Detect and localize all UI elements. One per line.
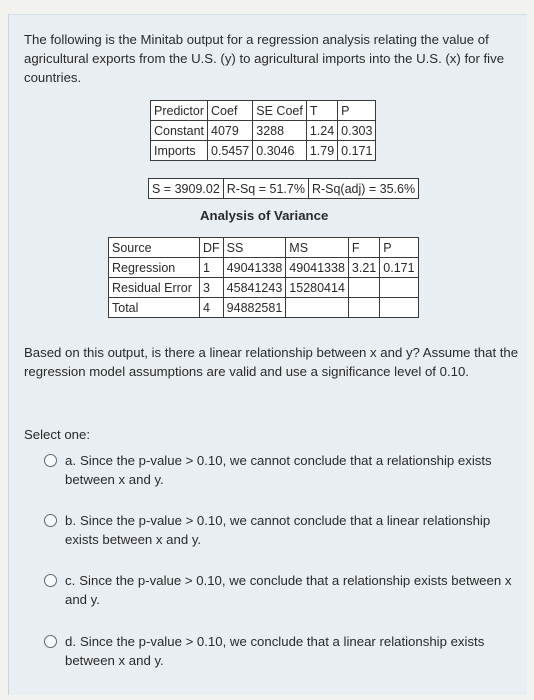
option-text: Since the p-value > 0.10, we conclude that a linear relationship exists between x and y. (65, 634, 485, 668)
option-text: Since the p-value > 0.10, we cannot conclude that a relationship exists between x and y. (65, 453, 492, 487)
table-row (109, 298, 419, 318)
table-header-cell: SS (223, 238, 286, 258)
table-cell: 4 (200, 298, 224, 318)
table-header-cell: DF (200, 238, 224, 258)
question-text: Based on this output, is there a linear relationship between x and y? Assume that the regression model assumptions are valid and use a significance level of 0.10. (24, 345, 519, 379)
table-cell: R-Sq = 51.7% (223, 179, 308, 199)
radio-button[interactable] (44, 574, 57, 587)
radio-button[interactable] (44, 454, 57, 467)
answer-option-d[interactable] (44, 632, 524, 670)
table-cell: 49041338 (286, 258, 349, 278)
table-cell (286, 298, 349, 318)
anova-table (108, 237, 419, 318)
table-cell: S = 3909.02 (149, 179, 224, 199)
table-cell: 1.24 (306, 121, 337, 141)
table-row (109, 258, 419, 278)
table-cell: 0.171 (338, 141, 376, 161)
table-cell: 1.79 (306, 141, 337, 161)
table-header-cell: P (338, 101, 376, 121)
select-one-label: Select one: (24, 427, 90, 442)
table-header-cell: F (348, 238, 379, 258)
table-cell: 4079 (208, 121, 253, 141)
table-cell (380, 278, 418, 298)
table-header-row (109, 238, 419, 258)
radio-button[interactable] (44, 635, 57, 648)
table-cell: 0.3046 (253, 141, 307, 161)
table-header-row (151, 101, 376, 121)
predictor-table (150, 100, 376, 161)
table-cell: 0.171 (380, 258, 418, 278)
question-intro: The following is the Minitab output for a regression analysis relating the value of agricultural exports from the U.S. (y) to agricultural imports into the U.S. (x) for five countries. (24, 32, 505, 85)
table-cell: Total (109, 298, 200, 318)
table-cell: Imports (151, 141, 208, 161)
answer-option-b[interactable] (44, 511, 524, 549)
radio-button[interactable] (44, 514, 57, 527)
option-letter: c. (65, 573, 76, 588)
table-cell: 3.21 (348, 258, 379, 278)
option-text: Since the p-value > 0.10, we conclude that a relationship exists between x and y. (65, 573, 512, 607)
table-cell (348, 278, 379, 298)
table-cell: Constant (151, 121, 208, 141)
table-cell: 1 (200, 258, 224, 278)
table-cell: 94882581 (223, 298, 286, 318)
table-header-cell: MS (286, 238, 349, 258)
table-header-cell: P (380, 238, 418, 258)
table-cell: Residual Error (109, 278, 200, 298)
option-letter: d. (65, 634, 76, 649)
table-header-cell: Predictor (151, 101, 208, 121)
table-header-cell: T (306, 101, 337, 121)
table-cell: 0.303 (338, 121, 376, 141)
table-row (109, 278, 419, 298)
table-cell: 15280414 (286, 278, 349, 298)
table-cell: 45841243 (223, 278, 286, 298)
answer-option-a[interactable] (44, 451, 524, 489)
table-cell: 0.5457 (208, 141, 253, 161)
table-header-cell: SE Coef (253, 101, 307, 121)
option-letter: a. (65, 453, 76, 468)
anova-title: Analysis of Variance (200, 208, 329, 223)
table-cell (348, 298, 379, 318)
table-cell: R-Sq(adj) = 35.6% (308, 179, 418, 199)
option-text: Since the p-value > 0.10, we cannot conclude that a linear relationship exists between x and y. (65, 513, 491, 547)
table-header-cell: Source (109, 238, 200, 258)
table-row (151, 141, 376, 161)
table-cell: 3288 (253, 121, 307, 141)
table-cell: 49041338 (223, 258, 286, 278)
table-row (149, 179, 419, 199)
table-cell (380, 298, 418, 318)
table-header-cell: Coef (208, 101, 253, 121)
option-letter: b. (65, 513, 76, 528)
table-row (151, 121, 376, 141)
table-cell: 3 (200, 278, 224, 298)
table-cell: Regression (109, 258, 200, 278)
answer-option-c[interactable] (44, 571, 524, 609)
fit-stats-table (148, 178, 419, 199)
